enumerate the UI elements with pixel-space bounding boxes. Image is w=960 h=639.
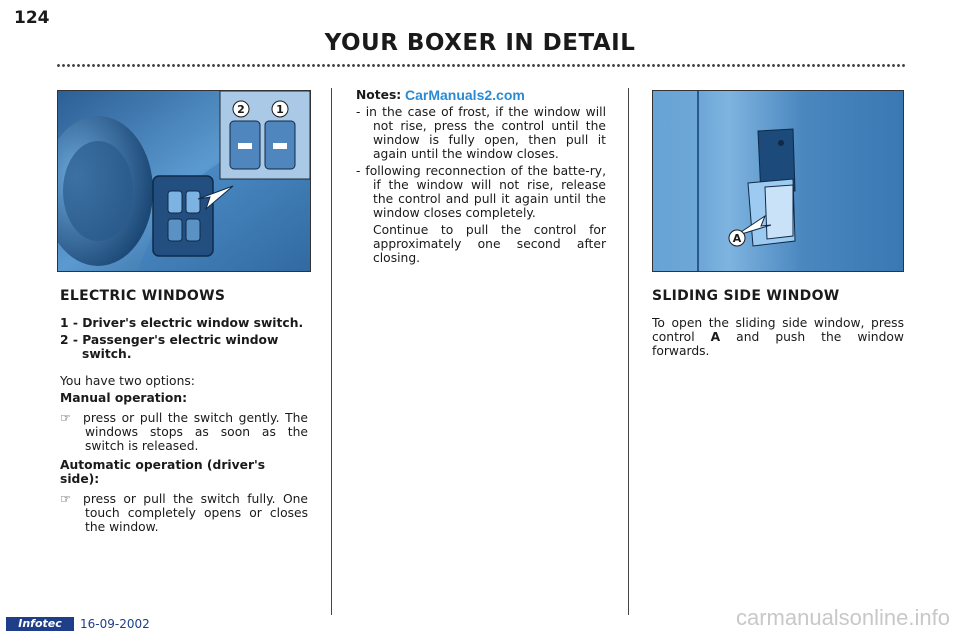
dotted-divider	[56, 63, 906, 68]
options-intro: You have two options:	[60, 374, 195, 388]
switch-1-label: 1 - Driver's electric window switch.	[60, 316, 304, 330]
electric-window-switch-illustration	[57, 90, 311, 272]
footer-date: 16-09-2002	[80, 617, 150, 631]
pointing-hand-icon: ☞	[60, 492, 72, 506]
manual-operation-text: ☞ press or pull the switch gently. The windows stops as soon as the switch is released.	[60, 411, 308, 453]
note-frost: - in the case of frost, if the window will not rise, press the control until the window is fully open, then pull it again until the window closes.	[356, 105, 606, 161]
automatic-operation-heading: Automatic operation (driver's side):	[60, 458, 266, 486]
automatic-operation-text: ☞ press or pull the switch fully. One touch completely opens or closes the window.	[60, 492, 308, 534]
middle-column	[356, 88, 606, 265]
control-a-label: A	[710, 330, 721, 344]
illustration-label-2: 2	[237, 103, 245, 116]
illustration-label-1: 1	[276, 103, 284, 116]
sliding-window-control-illustration	[652, 90, 904, 272]
watermark-top: CarManuals2.com	[405, 87, 525, 103]
electric-windows-heading: ELECTRIC WINDOWS	[60, 288, 226, 304]
left-column	[60, 289, 308, 534]
note-continue: Continue to pull the control for approximately one second after closing.	[373, 223, 606, 265]
manual-operation-heading: Manual operation:	[60, 391, 188, 405]
sliding-side-window-heading: SLIDING SIDE WINDOW	[652, 288, 840, 304]
note-battery: - following reconnection of the batte-ry, if the window will not rise, release the control and pull it again until the window closes completely.	[356, 164, 606, 220]
pointing-hand-icon: ☞	[60, 411, 72, 425]
illustration-label-a: A	[732, 232, 742, 245]
watermark-bottom: carmanualsonline.info	[735, 605, 950, 630]
switch-2-label: 2 - Passenger's electric window switch.	[60, 333, 279, 361]
notes-label: Notes:	[356, 88, 402, 102]
page-title: YOUR BOXER IN DETAIL	[324, 30, 636, 56]
column-divider-left	[331, 88, 332, 615]
page-number: 124	[14, 8, 50, 28]
sliding-window-text: To open the sliding side window, press control A and push the window forwards.	[652, 316, 904, 358]
infotec-logo: Infotec	[6, 617, 74, 631]
right-column	[652, 289, 904, 358]
column-divider-right	[628, 88, 629, 615]
